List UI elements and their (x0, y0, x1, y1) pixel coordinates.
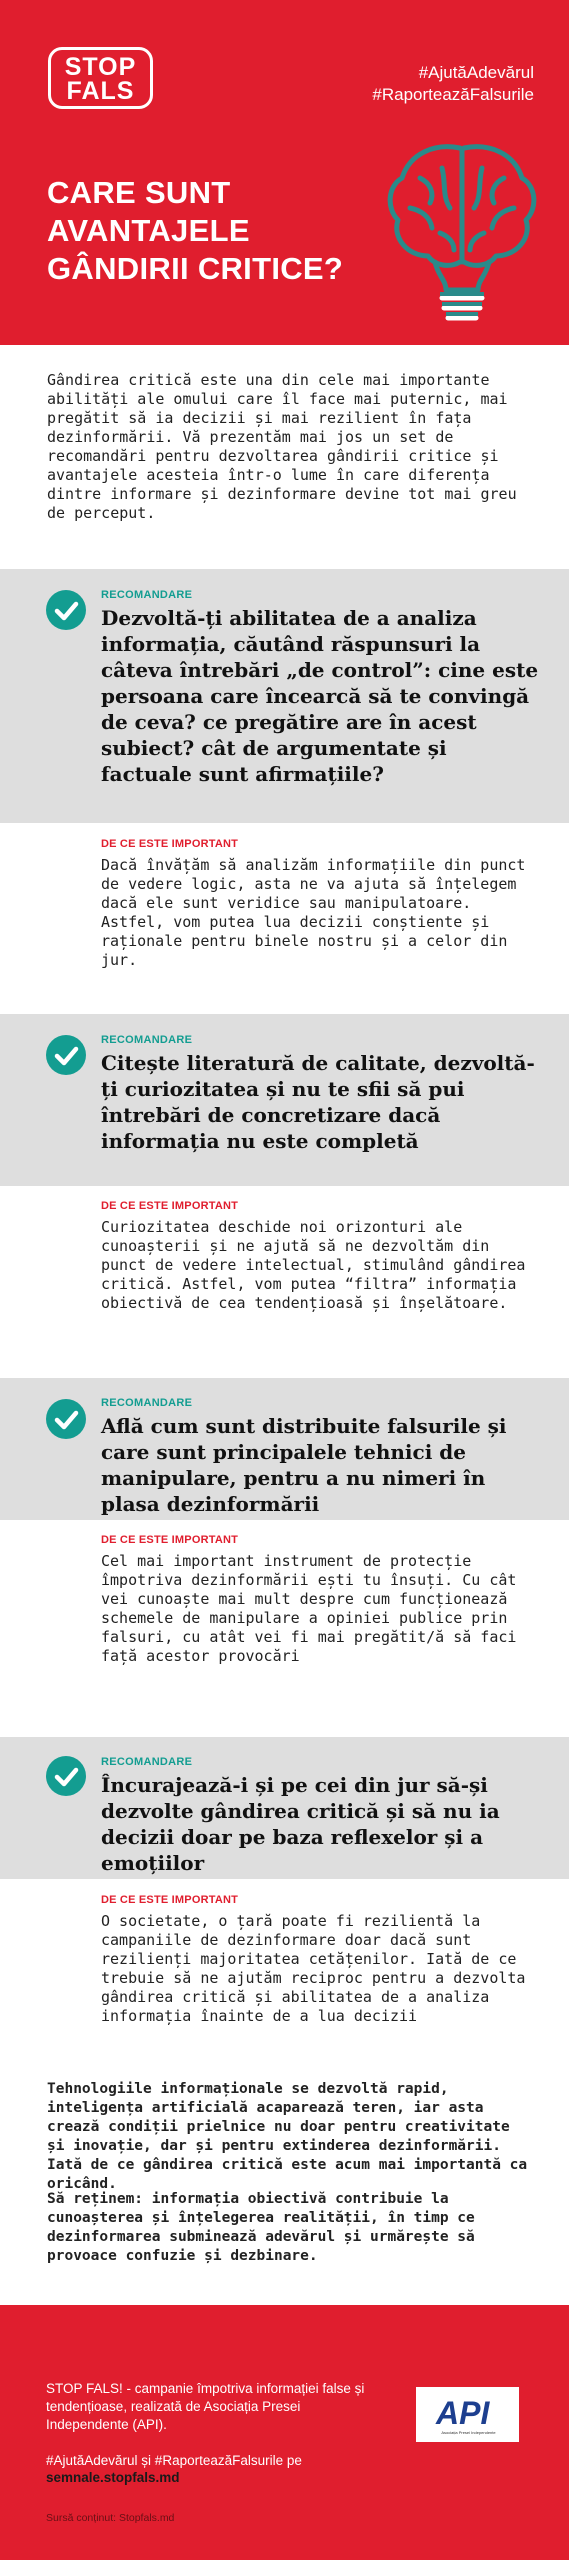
importance-text: O societate, o țară poate fi rezilientă la campaniile de dezinformare doar dacă sunt rezilienți majoritatea cetățenilor. Iată de ce trebuie să ne ajutăm reciproc pentru a dezvolta gândirea critică și abilitatea de a analiza informația înainte de a lua decizii (101, 1912, 526, 2025)
recommendation-label: RECOMANDARE (101, 1756, 193, 1768)
api-logo-text: API (436, 2395, 490, 2431)
check-icon (46, 1035, 86, 1075)
hashtag-raporteaza-falsurile: #RaporteazăFalsurile (372, 85, 534, 104)
report-site-link[interactable]: semnale.stopfals.md (46, 2470, 180, 2485)
recommendation-text: Dezvoltă-ți abilitatea de a analiza informația, căutând răspunsuri la câteva întrebări „de control”: cine este persoana care încearcă să te convingă de ceva? ce pregătire are în acest subiect? cât de argumentate și factuale sunt afirmațiile? (101, 606, 539, 786)
footer (0, 2305, 569, 2560)
logo-line1: STOP (64, 53, 137, 81)
recommendation-label: RECOMANDARE (101, 589, 193, 601)
hashtag-ajuta-adevarul: #AjutăAdevărul (418, 63, 534, 82)
importance-label: DE CE ESTE IMPORTANT (101, 1200, 239, 1212)
recommendation-label: RECOMANDARE (101, 1397, 193, 1409)
campaign-description: STOP FALS! - campanie împotriva informației false și tendențioase, realizată de Asociația Presei Independente (API). (46, 2381, 365, 2432)
recommendation-text: Încurajează-i și pe cei din jur să-și dezvolte gândirea critică și să nu ia decizii doar pe baza reflexelor și a emoțiilor (101, 1773, 500, 1875)
recommendation-text: Află cum sunt distribuite falsurile și care sunt principalele tehnici de manipulare, pentru a nu nimeri în plasa dezinformării (101, 1414, 507, 1516)
title-line2: AVANTAJELE (47, 213, 250, 248)
importance-label: DE CE ESTE IMPORTANT (101, 838, 239, 850)
stop-fals-logo (48, 47, 153, 109)
recommendation-label: RECOMANDARE (101, 1034, 193, 1046)
importance-label: DE CE ESTE IMPORTANT (101, 1534, 239, 1546)
header-hashtags (372, 62, 534, 106)
intro-paragraph: Gândirea critică este una din cele mai importante abilități ale omului care îl face mai puternic, mai pregătit să ia decizii și mai rezilient în fața dezinformării. Vă prezentăm mai jos un set de recomandări pentru dezvoltarea gândirii critice și avantajele acesteia într-o lume în care diferența dintre informare și dezinformare devine tot mai greu de perceput. (47, 371, 517, 522)
check-icon (46, 590, 86, 630)
recommendation-text: Citește literatură de calitate, dezvoltă-ți curiozitatea și nu te sfii să pui întrebări de concretizare dacă informația nu este completă (101, 1051, 535, 1153)
closing-paragraph-1: Tehnologiile informaționale se dezvoltă rapid, inteligența artificială acaparează teren, iar asta crează condiții prielnice nu doar pentru creativitate și inovație, dar și pentru extinderea dezinformării. Iată de ce gândirea critică este acum mai importantă ca oricând. (47, 2081, 528, 2192)
header-banner (0, 0, 569, 345)
api-logo-subtitle: Asociația Presei Independente (441, 2430, 496, 2435)
importance-text: Cel mai important instrument de protecție împotriva dezinformării ești tu însuți. Cu cât vei cunoaște mai mult despre cum funcționează schemele de manipulare a opiniei publice prin falsuri, cu atât vei fi mai pregătit/ă să faci față acestor provocări (101, 1552, 517, 1665)
page-title (47, 174, 387, 288)
footer-hashtags: #AjutăAdevărul și #RaporteazăFalsurile pe (46, 2453, 302, 2468)
importance-text: Curiozitatea deschide noi orizonturi ale cunoașterii și ne ajută să ne dezvoltăm din punct de vedere intelectual, stimulând gândirea critică. Astfel, vom putea “filtra” informația obiectivă de cea tendențioasă și înșelătoare. (101, 1218, 526, 1312)
title-line3: GÂNDIRII CRITICE? (47, 251, 344, 286)
check-icon (46, 1756, 86, 1796)
closing-paragraph-2: Să reținem: informația obiectivă contribuie la cunoașterea și înțelegerea realității, în timp ce dezinformarea subminează adevărul și urmărește să provoace confuzie și dezbinare. (47, 2191, 475, 2264)
check-icon (46, 1399, 86, 1439)
importance-text: Dacă învățăm să analizăm informațiile din punct de vedere logic, asta ne va ajuta să înțelegem dacă ele sunt veridice sau manipulatoare. Astfel, vom putea lua decizii conștiente și raționale pentru binele nostru și a celor din jur. (101, 856, 526, 969)
importance-label: DE CE ESTE IMPORTANT (101, 1894, 239, 1906)
logo-line2: FALS (66, 77, 135, 105)
title-line1: CARE SUNT (47, 175, 231, 210)
content-source: Sursă conținut: Stopfals.md (46, 2512, 175, 2524)
api-logo (416, 2387, 519, 2442)
brain-lightbulb-icon (380, 138, 545, 328)
